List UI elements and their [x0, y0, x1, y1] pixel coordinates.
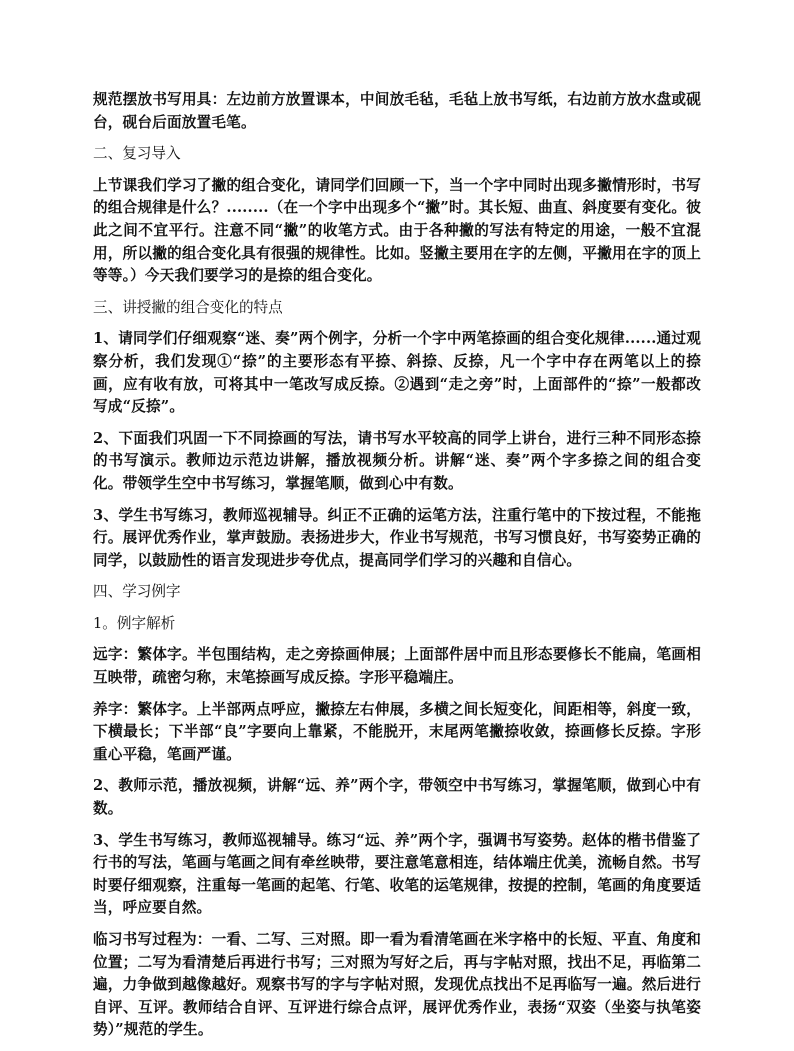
paragraph-review: 上节课我们学习了撇的组合变化，请同学们回顾一下，当一个字中同时出现多撇情形时，书写的组合规律是什么？........（在一个字中出现多个“撇”时。其长短、曲直、斜度要有变化。彼此之间不宜平行。注意不同“撇”的收笔方式。由于各种撇的写法有特定的用途，一般不宜混用，所以撇的组合变化具有很强的规律性。比如。竖撇主要用在字的左侧，平撇用在字的顶上等等。）今天我们要学习的是捺的组合变化。: [93, 176, 701, 285]
subheading-example-analysis: 1。例字解析: [93, 614, 176, 632]
paragraph-teaching-3: 3、学生书写练习，教师巡视辅导。纠正不正确的运笔方法，注重行笔中的下按过程，不能拖行。展评优秀作业，掌声鼓励。表扬进步大，作业书写规范，书写习惯良好，书写姿势正确的同学，以鼓励性的语言发现进步夸优点，提高同学们学习的兴趣和自信心。: [93, 506, 701, 569]
paragraph-copying-process: 临习书写过程为：一看、二写、三对照。即一看为看清笔画在米字格中的长短、平直、角度和位置；二写为看清楚后再进行书写；三对照为写好之后，再与字帖对照，找出不足，再临第二遍，力争做到越像越好。观察书写的字与字帖对照，发现优点找出不足再临写一遍。然后进行自评、互评。教师结合自评、互评进行综合点评，展评优秀作业，表扬“双姿（坐姿与执笔姿势）”规范的学生。: [93, 931, 701, 1039]
paragraph-practice: 3、学生书写练习，教师巡视辅导。练习“远、养”两个字，强调书写姿势。赵体的楷书借鉴了行书的写法，笔画与笔画之间有牵丝映带，要注意笔意相连，结体端庄优美，流畅自然。书写时要仔细观察，注重每一笔画的起笔、行笔、收笔的运笔规律，按提的控制，笔画的角度要适当，呼应要自然。: [93, 831, 701, 917]
paragraph-teaching-1: 1、请同学们仔细观察“迷、奏”两个例字，分析一个字中两笔捺画的组合变化规律......通过观察分析，我们发现①“捺”的主要形态有平捺、斜捺、反捺，凡一个字中存在两笔以上的捺画，应有收有放，可将其中一笔改写成反捺。②遇到“走之旁”时，上面部件的“捺”一般都改写成“反捺”。: [93, 330, 701, 416]
paragraph-demonstration: 2、教师示范，播放视频，讲解“远、养”两个字，带领空中书写练习，掌握笔顺，做到心中有数。: [93, 777, 701, 818]
heading-teaching: 三、讲授撇的组合变化的特点: [93, 298, 283, 316]
paragraph-writing-tools: 规范摆放书写用具：左边前方放置课本，中间放毛毡，毛毡上放书写纸，右边前方放水盘或砚台，砚台后面放置毛笔。: [93, 91, 701, 131]
paragraph-yuan-character: 远字：繁体字。半包围结构，走之旁捺画伸展；上面部件居中而且形态要修长不能扁，笔画相互映带，疏密匀称，末笔捺画写成反捺。字形平稳端庄。: [93, 646, 701, 687]
document-body: [93, 89, 701, 1051]
heading-examples: 四、学习例字: [93, 583, 181, 601]
paragraph-yang-character: 养字：繁体字。上半部两点呼应，撇捺左右伸展，多横之间长短变化，间距相等，斜度一致，下横最长；下半部“良”字要向上靠紧，不能脱开，末尾两笔撇捺收敛，捺画修长反捺。字形重心平稳，笔画严谨。: [93, 700, 701, 763]
paragraph-teaching-2: 2、下面我们巩固一下不同捺画的写法，请书写水平较高的同学上讲台，进行三种不同形态捺的书写演示。教师边示范边讲解，播放视频分析。讲解“迷、奏”两个字多捺之间的组合变化。带领学生空中书写练习，掌握笔顺，做到心中有数。: [93, 429, 701, 492]
heading-review: 二、复习导入: [93, 145, 181, 163]
